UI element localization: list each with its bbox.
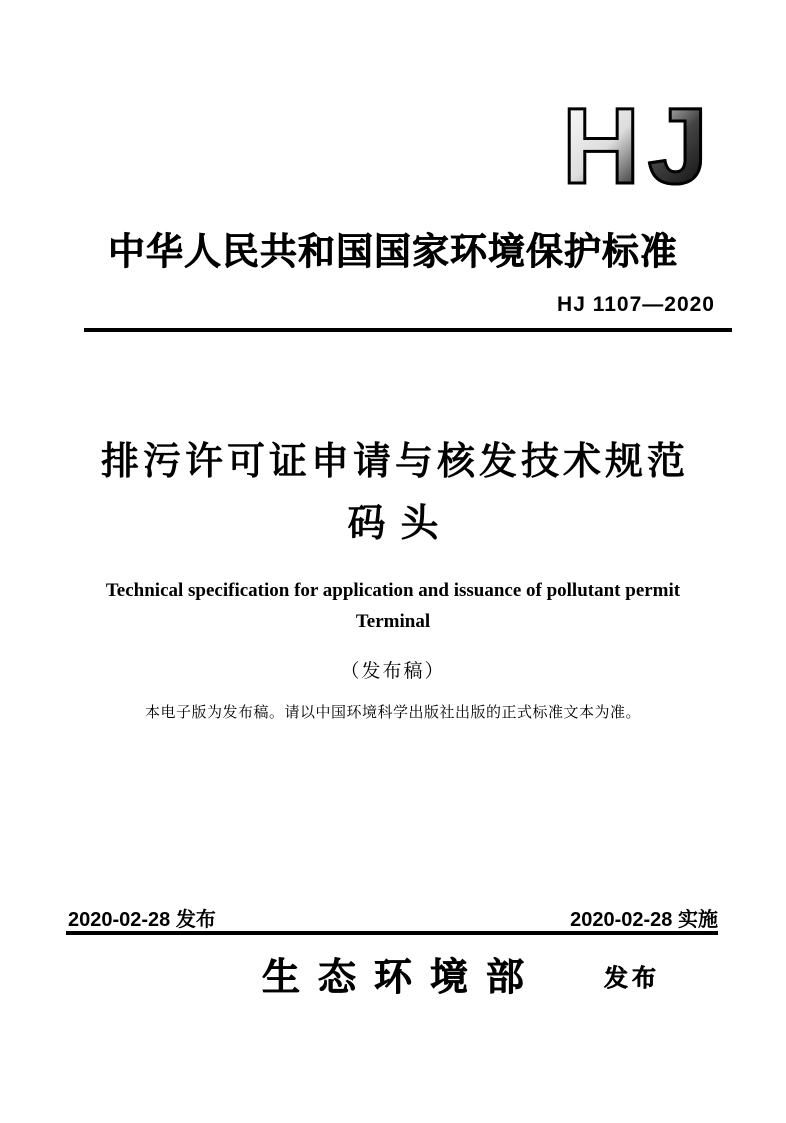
document-title-cn-line1: 排污许可证申请与核发技术规范 [100, 441, 689, 483]
draft-note: （发布稿） [340, 661, 446, 682]
publish-label: 发布 [604, 965, 660, 992]
header-rule [84, 328, 732, 332]
document-title-cn-line2: 码头 [347, 503, 454, 545]
standard-heading: 中华人民共和国国家环境保护标准 [108, 231, 678, 272]
footer-rule [66, 931, 718, 935]
document-title-en-line1: Technical specification for application and issuance of pollutant permit [105, 580, 681, 601]
implementation-date: 2020-02-28 实施 [570, 909, 718, 931]
document-title-en-line2: Terminal [355, 611, 431, 632]
issue-date: 2020-02-28 发布 [68, 909, 216, 931]
issuing-authority: 生态环境部 [261, 957, 542, 999]
hj-logo: HJ [561, 85, 716, 206]
standard-number: HJ 1107—2020 [557, 293, 715, 316]
edition-notice: 本电子版为发布稿。请以中国环境科学出版社出版的正式标准文本为准。 [144, 704, 641, 721]
